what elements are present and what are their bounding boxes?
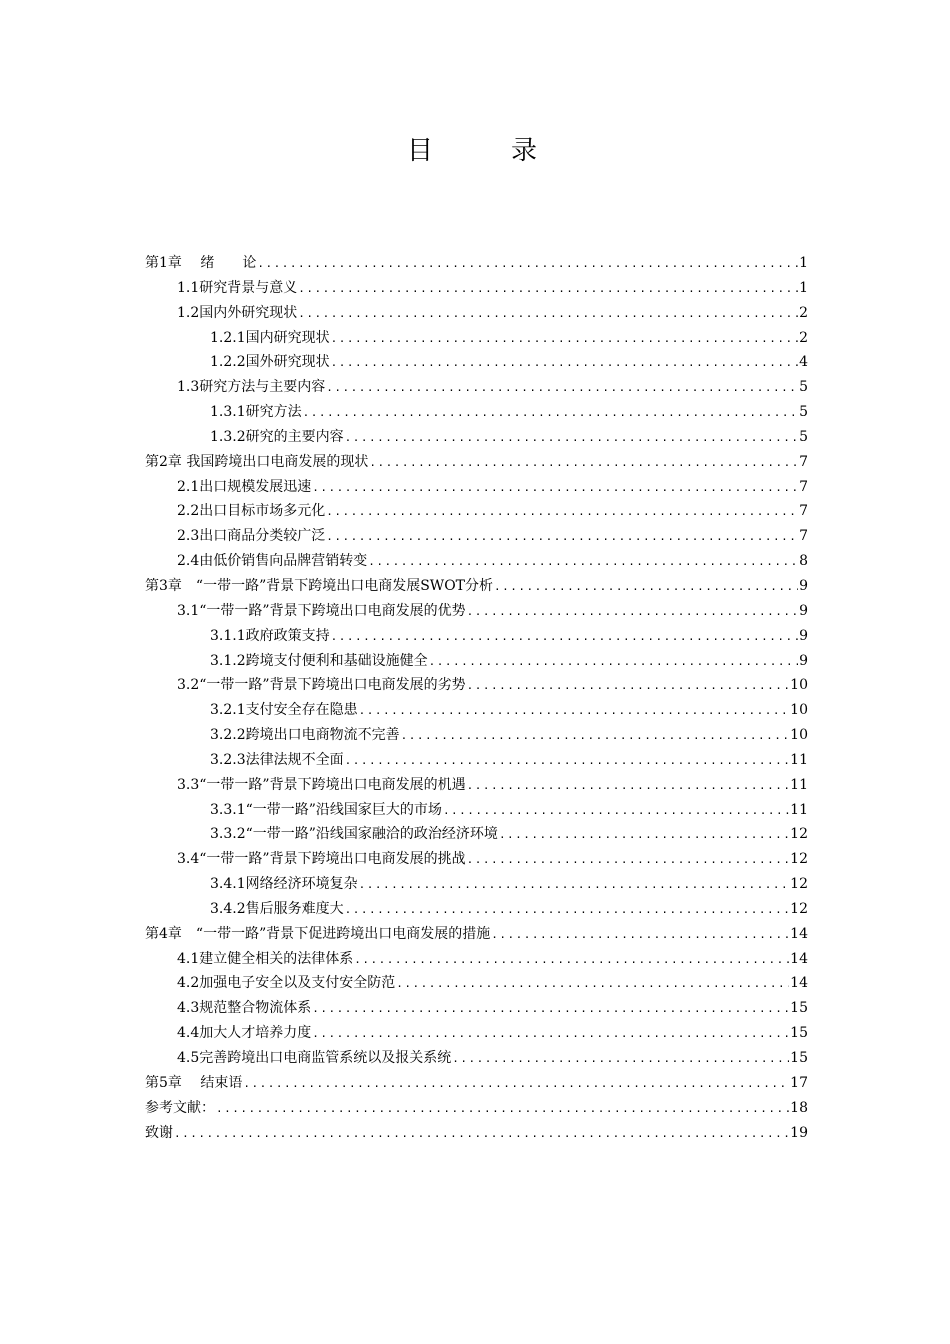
toc-entry-page: 12 (790, 851, 808, 868)
toc-leader-dots (257, 252, 798, 277)
toc-entry-label: 1.2国内外研究现状 (177, 304, 298, 321)
toc-entry[interactable] (145, 922, 808, 947)
toc-list (145, 251, 808, 1145)
toc-leader-dots (359, 699, 790, 724)
toc-leader-dots (467, 674, 790, 699)
toc-leader-dots (174, 1122, 789, 1147)
toc-entry-page: 1 (799, 255, 808, 271)
toc-entry-page: 2 (799, 304, 808, 321)
toc-entry[interactable] (145, 350, 808, 375)
toc-entry-page: 5 (799, 379, 808, 396)
toc-leader-dots (401, 724, 790, 749)
toc-leader-dots (298, 302, 798, 327)
toc-entry-page: 10 (790, 727, 808, 744)
toc-entry-page: 9 (799, 577, 808, 594)
toc-entry-label: 1.2.2国外研究现状 (210, 354, 330, 371)
toc-entry[interactable] (145, 251, 808, 276)
toc-entry-label: 2.1出口规模发展迅速 (177, 478, 312, 495)
toc-entry-label: 1.3.2研究的主要内容 (210, 428, 344, 445)
toc-entry-label: 2.2出口目标市场多元化 (177, 503, 326, 520)
toc-leader-dots (345, 749, 790, 774)
toc-entry-page: 15 (790, 1000, 808, 1017)
toc-entry-page: 9 (799, 627, 808, 644)
toc-entry-page: 15 (790, 1050, 808, 1066)
toc-entry-page: 11 (790, 801, 808, 818)
toc-entry-label: 3.4.2售后服务难度大 (210, 900, 344, 917)
toc-entry-label: 1.1研究背景与意义 (177, 279, 298, 296)
toc-entry[interactable] (145, 450, 808, 475)
toc-entry-label: 4.3规范整合物流体系 (177, 1000, 312, 1017)
toc-entry[interactable] (145, 1071, 808, 1096)
toc-entry-label: 第4章 “一带一路”背景下促进跨境出口电商发展的措施 (145, 925, 491, 942)
toc-entry-label: 1.2.1国内研究现状 (210, 329, 330, 346)
toc-entry-page: 14 (790, 950, 808, 967)
toc-entry-page: 12 (790, 900, 808, 917)
toc-entry[interactable] (145, 549, 808, 574)
toc-entry-label: 2.3出口商品分类较广泛 (177, 528, 326, 545)
toc-leader-dots (312, 997, 789, 1022)
toc-entry[interactable] (145, 524, 808, 549)
toc-entry-page: 9 (799, 652, 808, 669)
toc-leader-dots (491, 923, 789, 948)
toc-entry[interactable] (145, 748, 808, 773)
toc-leader-dots (494, 575, 798, 600)
toc-leader-dots (452, 1047, 789, 1072)
toc-leader-dots (331, 327, 798, 352)
toc-entry-page: 2 (799, 329, 808, 346)
toc-entry[interactable] (145, 971, 808, 996)
toc-entry-page: 14 (790, 925, 808, 942)
toc-entry-label: 4.2加强电子安全以及支付安全防范 (177, 975, 396, 992)
toc-entry-label: 3.1“一带一路”背景下跨境出口电商发展的优势 (177, 602, 466, 619)
toc-leader-dots (303, 401, 798, 426)
toc-entry-label: 1.3研究方法与主要内容 (177, 379, 326, 396)
toc-entry-label: 致谢 (145, 1124, 173, 1141)
toc-entry[interactable] (145, 822, 808, 847)
toc-entry-page: 5 (799, 404, 808, 421)
toc-leader-dots (467, 600, 799, 625)
toc-entry-page: 15 (790, 1025, 808, 1042)
toc-entry-page: 1 (799, 279, 808, 296)
toc-leader-dots (354, 948, 789, 973)
toc-leader-dots (467, 774, 790, 799)
toc-entry[interactable] (145, 1096, 808, 1121)
toc-entry-page: 7 (799, 478, 808, 495)
toc-leader-dots (331, 625, 798, 650)
toc-leader-dots (216, 1097, 789, 1122)
toc-entry-label: 第1章 绪 论 (145, 255, 257, 271)
toc-entry[interactable] (145, 326, 808, 351)
toc-entry-label: 3.4.1网络经济环境复杂 (210, 876, 358, 893)
toc-entry-page: 7 (799, 503, 808, 520)
toc-entry-label: 2.4由低价销售向品牌营销转变 (177, 553, 368, 570)
toc-entry-label: 第5章 结束语 (145, 1074, 243, 1091)
toc-entry-label: 1.3.1研究方法 (210, 404, 302, 421)
toc-leader-dots (443, 799, 789, 824)
toc-leader-dots (326, 500, 798, 525)
toc-leader-dots (326, 376, 798, 401)
toc-leader-dots (312, 476, 798, 501)
toc-entry[interactable] (145, 773, 808, 798)
toc-entry-label: 3.1.2跨境支付便利和基础设施健全 (210, 652, 428, 669)
toc-entry[interactable] (145, 649, 808, 674)
toc-leader-dots (359, 873, 790, 898)
toc-entry-label: 3.3.2“一带一路”沿线国家融洽的政治经济环境 (210, 826, 498, 843)
toc-entry-label: 3.1.1政府政策支持 (210, 627, 330, 644)
toc-entry[interactable] (145, 499, 808, 524)
toc-entry[interactable] (145, 723, 808, 748)
toc-leader-dots (298, 277, 798, 302)
toc-entry-page: 11 (790, 751, 808, 768)
toc-entry-page: 18 (790, 1099, 808, 1116)
toc-entry-page: 8 (799, 553, 808, 570)
toc-leader-dots (429, 650, 798, 675)
toc-leader-dots (326, 525, 798, 550)
toc-entry[interactable] (145, 400, 808, 425)
toc-entry-page: 4 (799, 354, 808, 371)
toc-entry-page: 17 (790, 1074, 808, 1091)
toc-entry[interactable] (145, 599, 808, 624)
toc-entry-label: 3.4“一带一路”背景下跨境出口电商发展的挑战 (177, 851, 466, 868)
toc-entry-label: 3.2.2跨境出口电商物流不完善 (210, 727, 400, 744)
toc-entry-label: 3.2.1支付安全存在隐患 (210, 702, 358, 719)
toc-entry-page: 12 (790, 826, 808, 843)
toc-entry[interactable] (145, 673, 808, 698)
toc-entry-page: 7 (799, 453, 808, 470)
toc-entry[interactable] (145, 1046, 808, 1071)
toc-entry[interactable] (145, 475, 808, 500)
toc-entry[interactable] (145, 798, 808, 823)
toc-entry-page: 10 (790, 702, 808, 719)
toc-leader-dots (369, 451, 798, 476)
toc-entry-page: 5 (799, 428, 808, 445)
toc-entry-page: 10 (790, 677, 808, 694)
toc-leader-dots (345, 898, 790, 923)
toc-entry[interactable] (145, 947, 808, 972)
toc-entry-label: 4.4加大人才培养力度 (177, 1025, 312, 1042)
toc-entry-label: 3.2“一带一路”背景下跨境出口电商发展的劣势 (177, 677, 466, 694)
toc-title: 目 录 (406, 136, 563, 166)
toc-leader-dots (243, 1072, 789, 1097)
toc-leader-dots (345, 426, 798, 451)
toc-entry-label: 第2章 我国跨境出口电商发展的现状 (145, 453, 369, 470)
toc-entry[interactable] (145, 996, 808, 1021)
toc-entry[interactable] (145, 847, 808, 872)
toc-leader-dots (499, 823, 789, 848)
toc-entry-label: 第3章 “一带一路”背景下跨境出口电商发展SWOT分析 (145, 577, 494, 594)
toc-entry[interactable] (145, 375, 808, 400)
toc-entry-page: 9 (799, 602, 808, 619)
toc-entry[interactable] (145, 276, 808, 301)
toc-entry[interactable] (145, 425, 808, 450)
toc-entry-page: 7 (799, 528, 808, 545)
toc-entry[interactable] (145, 624, 808, 649)
toc-entry[interactable] (145, 1121, 808, 1146)
toc-entry-label: 3.3“一带一路”背景下跨境出口电商发展的机遇 (177, 776, 466, 793)
toc-entry-page: 19 (790, 1124, 808, 1141)
toc-entry-page: 14 (790, 975, 808, 992)
toc-leader-dots (467, 848, 790, 873)
toc-entry[interactable] (145, 301, 808, 326)
toc-entry[interactable] (145, 698, 808, 723)
toc-entry-label: 4.5完善跨境出口电商监管系统以及报关系统 (177, 1050, 452, 1066)
toc-leader-dots (396, 972, 789, 997)
toc-entry-label: 参考文献： (145, 1099, 215, 1116)
toc-entry[interactable] (145, 897, 808, 922)
toc-entry-page: 12 (790, 876, 808, 893)
toc-leader-dots (312, 1022, 789, 1047)
toc-entry[interactable] (145, 872, 808, 897)
toc-leader-dots (331, 351, 798, 376)
toc-entry-label: 3.3.1“一带一路”沿线国家巨大的市场 (210, 801, 442, 818)
toc-entry-label: 3.2.3法律法规不全面 (210, 751, 344, 768)
toc-entry[interactable] (145, 1021, 808, 1046)
toc-leader-dots (368, 550, 798, 575)
toc-entry-label: 4.1建立健全相关的法律体系 (177, 950, 354, 967)
toc-entry-page: 11 (790, 776, 808, 793)
toc-entry[interactable] (145, 574, 808, 599)
